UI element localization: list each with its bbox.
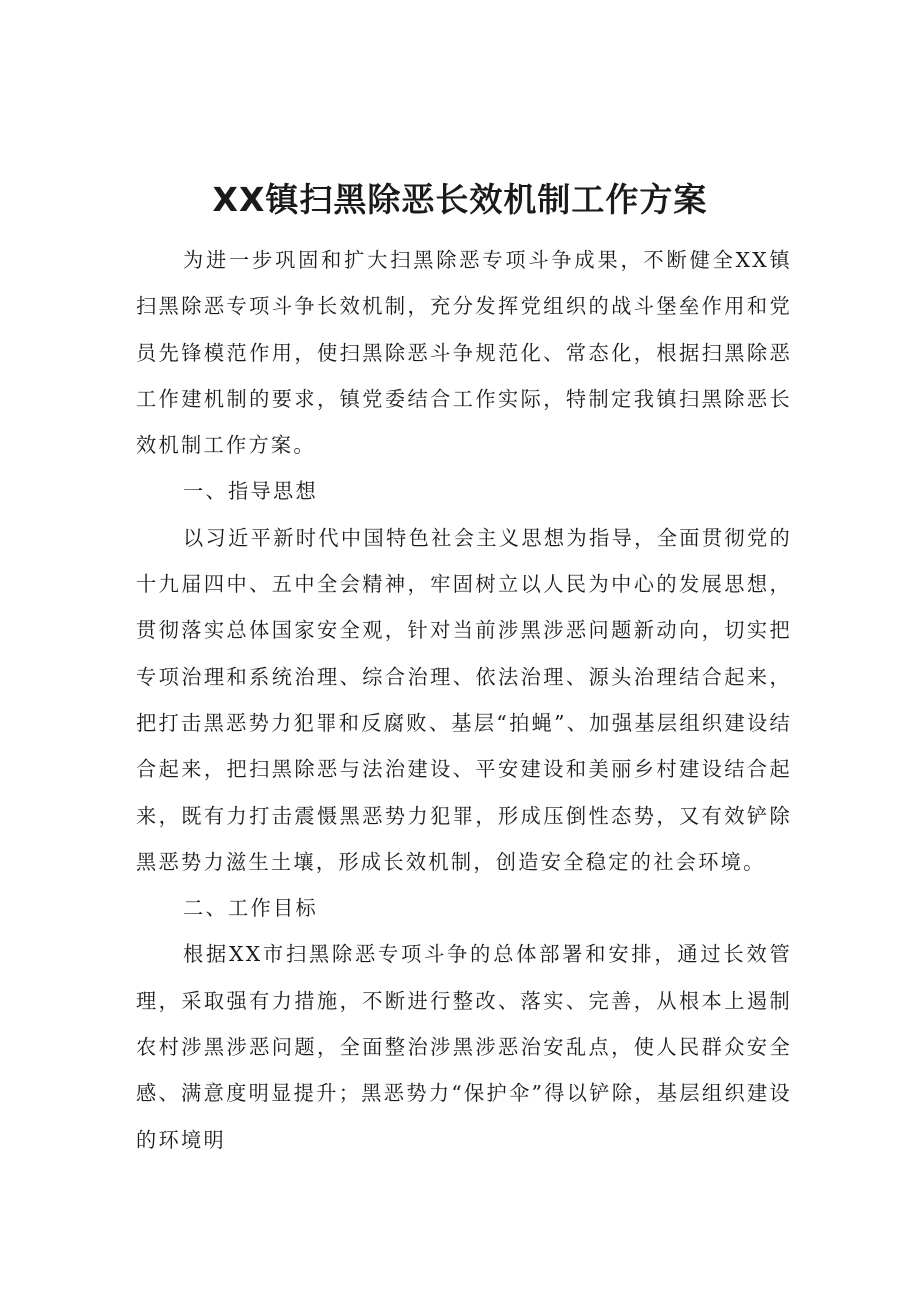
section-body-work-objectives: 根据XX市扫黑除恶专项斗争的总体部署和安排，通过长效管理，采取强有力措施，不断进行整改、落实、完善，从根本上遏制农村涉黑涉恶问题，全面整治涉黑涉恶治安乱点，使人民群众安全感、满意度明显提升；黑恶势力“保护伞”得以铲除，基层组织建设的环境明 [136, 942, 792, 1152]
intro-paragraph: 为进一步巩固和扩大扫黑除恶专项斗争成果，不断健全XX镇扫黑除恶专项斗争长效机制，充分发挥党组织的战斗堡垒作用和党员先锋模范作用，使扫黑除恶斗争规范化、常态化，根据扫黑除恶工作建机制的要求，镇党委结合工作实际，特制定我镇扫黑除恶长效机制工作方案。 [136, 248, 792, 458]
document-title: XX镇扫黑除恶长效机制工作方案 [212, 180, 708, 219]
section-body-guiding-ideology: 以习近平新时代中国特色社会主义思想为指导，全面贯彻党的十九届四中、五中全会精神，牢固树立以人民为中心的发展思想，贯彻落实总体国家安全观，针对当前涉黑涉恶问题新动向，切实把专项治理和系统治理、综合治理、依法治理、源头治理结合起来，把打击黑恶势力犯罪和反腐败、基层“拍蝇”、加强基层组织建设结合起来，把扫黑除恶与法治建设、平安建设和美丽乡村建设结合起来，既有力打击震慑黑恶势力犯罪，形成压倒性态势，又有效铲除黑恶势力滋生土壤，形成长效机制，创造安全稳定的社会环境。 [136, 525, 792, 874]
document-body [136, 237, 792, 1163]
section-heading-guiding-ideology: 一、指导思想 [183, 479, 318, 504]
section-heading-work-objectives: 二、工作目标 [183, 896, 318, 921]
